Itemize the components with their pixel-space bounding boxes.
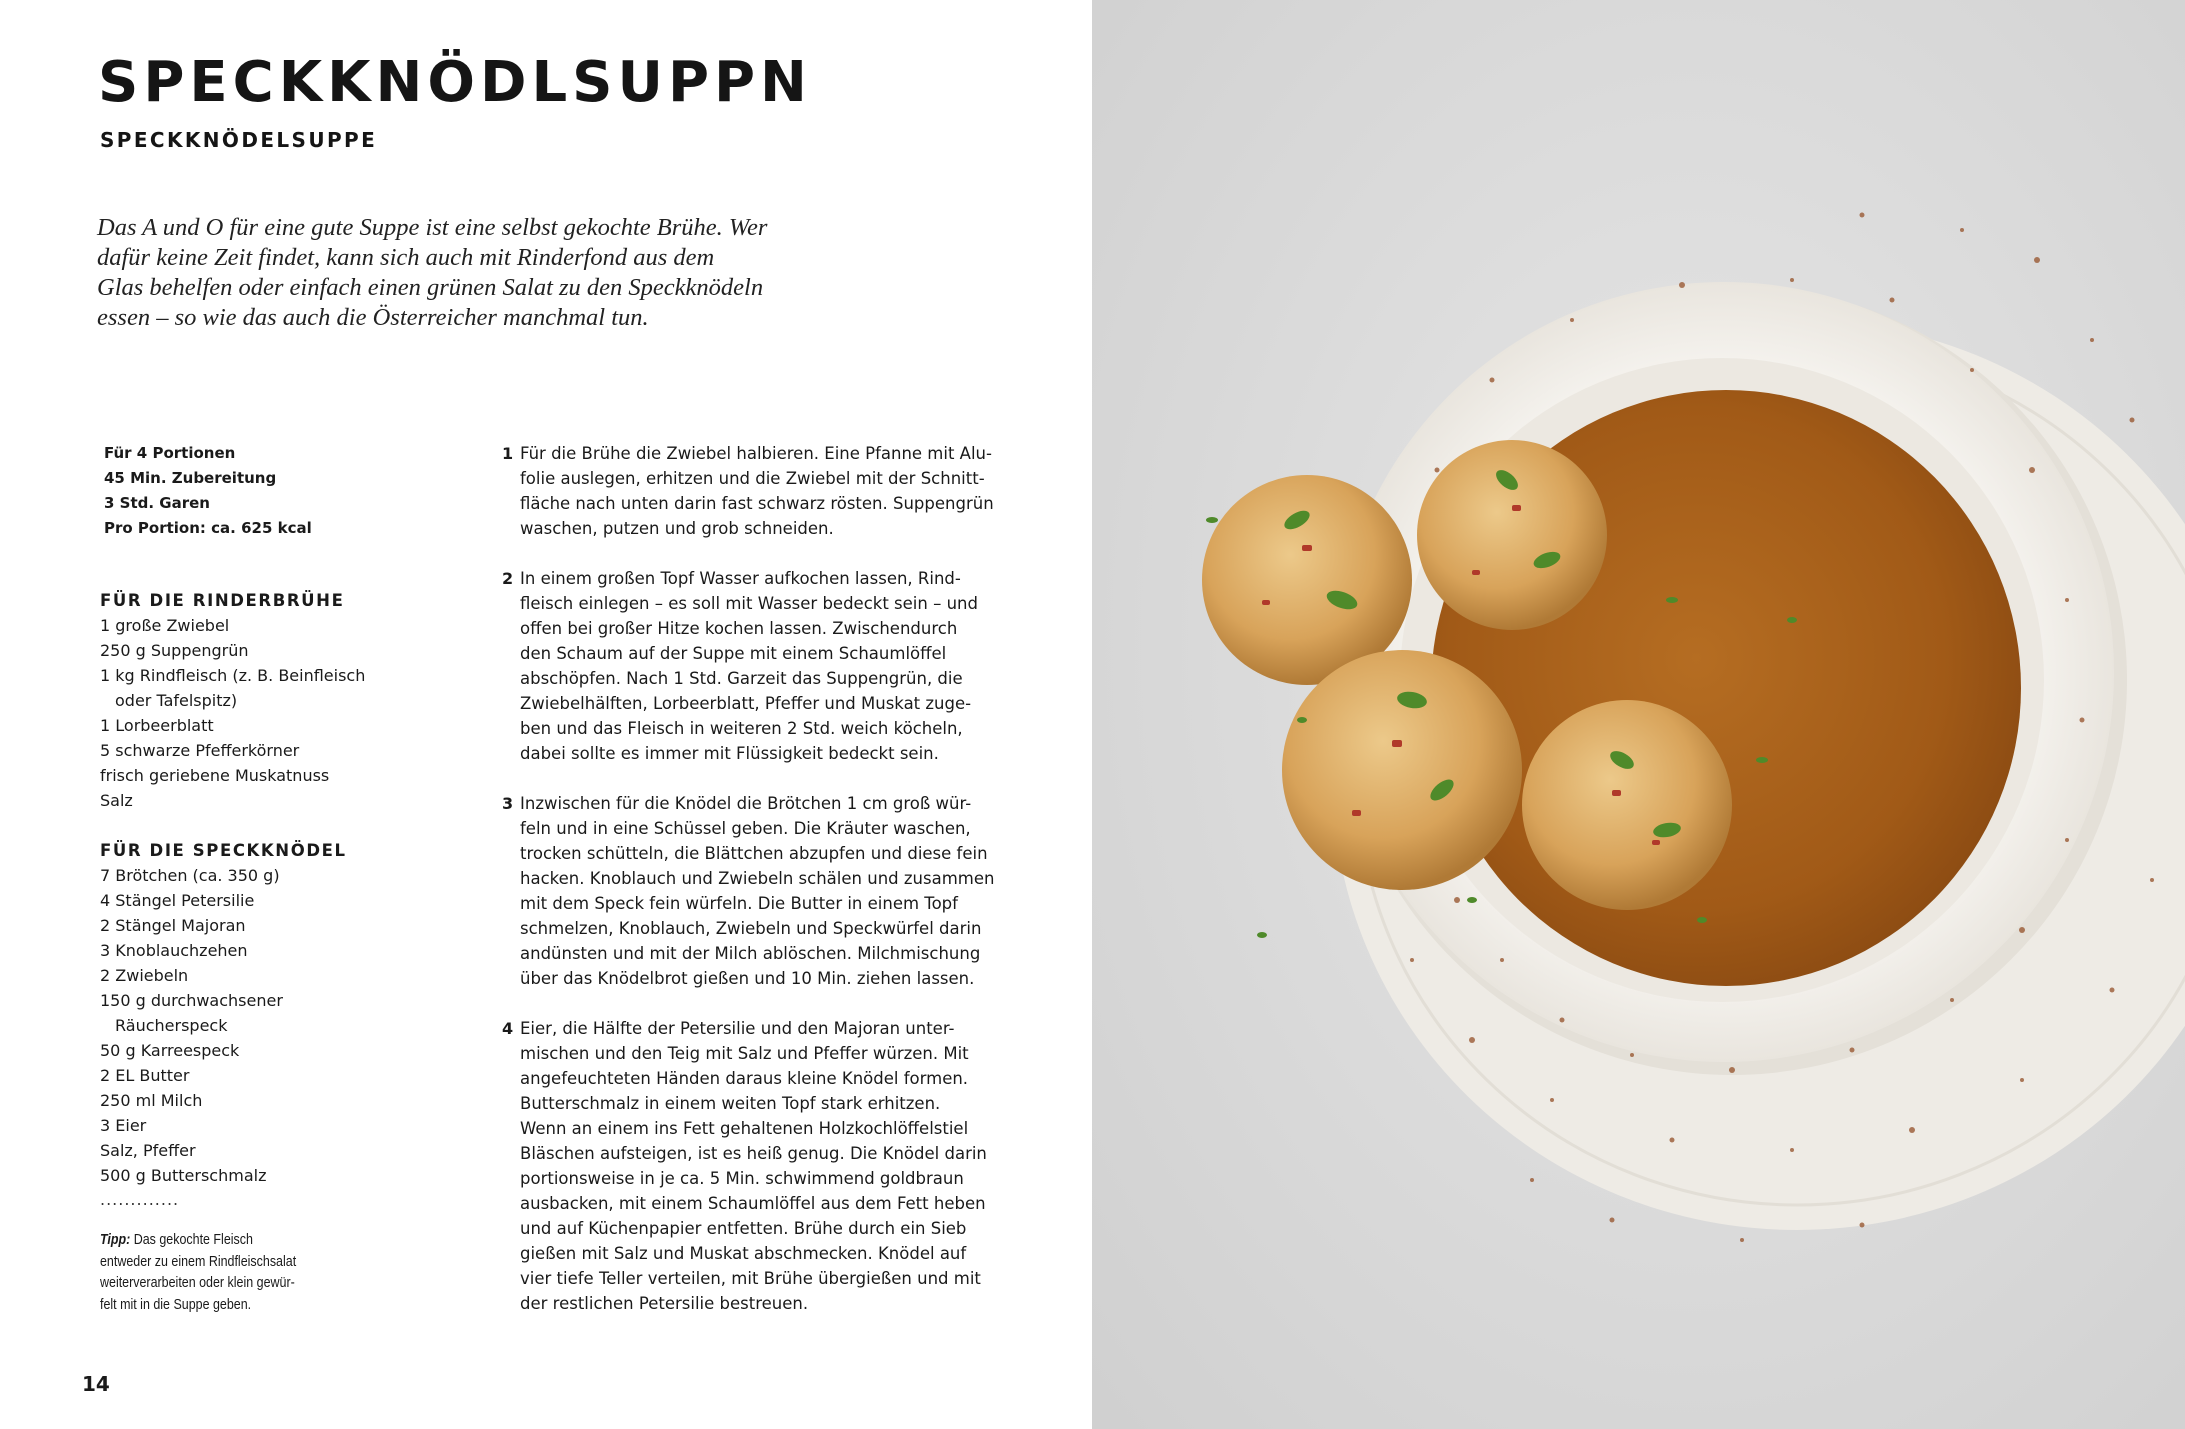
- ingredient-item: 2 Zwiebeln: [100, 966, 189, 985]
- step-number: 3: [502, 794, 514, 813]
- step-line: feln und in eine Schüssel geben. Die Kräuter waschen,: [520, 819, 971, 838]
- step-line: andünsten und mit der Milch ablöschen. Milchmischung: [520, 944, 981, 963]
- step-line: angefeuchteten Händen daraus kleine Knödel formen.: [520, 1069, 969, 1088]
- dumpling: [1282, 650, 1522, 890]
- recipe-meta: [104, 441, 312, 541]
- ingredient-item: 7 Brötchen (ca. 350 g): [100, 866, 280, 885]
- ingredient-item: 250 g Suppengrün: [100, 641, 249, 660]
- step-4: [500, 1016, 990, 1316]
- calories: Pro Portion: ca. 625 kcal: [104, 519, 312, 537]
- step-line: vier tiefe Teller verteilen, mit Brühe übergießen und mit: [520, 1269, 981, 1288]
- intro-line: essen – so wie das auch die Österreicher manchmal tun.: [97, 304, 649, 331]
- step-line: der restlichen Petersilie bestreuen.: [520, 1294, 809, 1313]
- ingredient-item: Salz, Pfeffer: [100, 1141, 196, 1160]
- intro-line: dafür keine Zeit findet, kann sich auch mit Rinderfond aus dem: [97, 244, 715, 271]
- ingredient-item: oder Tafelspitz): [115, 691, 238, 710]
- intro-line: Glas behelfen oder einfach einen grünen Salat zu den Speckknödeln: [97, 274, 764, 301]
- soup-bowl-illustration: [1092, 0, 2185, 1429]
- step-line: fläche nach unten darin fast schwarz rösten. Suppengrün: [520, 494, 994, 513]
- step-line: Bläschen aufsteigen, ist es heiß genug. Die Knödel darin: [520, 1144, 987, 1163]
- ingredient-item: frisch geriebene Muskatnuss: [100, 766, 330, 785]
- step-line: waschen, putzen und grob schneiden.: [520, 519, 834, 538]
- step-line: Butterschmalz in einem weiten Topf stark erhitzen.: [520, 1094, 941, 1113]
- step-number: 1: [502, 444, 514, 463]
- step-line: Eier, die Hälfte der Petersilie und den Majoran unter-: [520, 1019, 955, 1038]
- step-line: Wenn an einem ins Fett gehaltenen Holzkochlöffelstiel: [520, 1119, 969, 1138]
- ingredient-item: 500 g Butterschmalz: [100, 1166, 267, 1185]
- step-line: und auf Küchenpapier entfetten. Brühe durch ein Sieb: [520, 1219, 967, 1238]
- step-line: hacken. Knoblauch und Zwiebeln schälen und zusammen: [520, 869, 995, 888]
- step-line: Für die Brühe die Zwiebel halbieren. Eine Pfanne mit Alu-: [520, 444, 992, 463]
- step-1: [500, 441, 994, 541]
- broth-heading: FÜR DIE RINDERBRÜHE: [100, 591, 345, 610]
- ingredient-item: 1 kg Rindfleisch (z. B. Beinfleisch: [100, 666, 366, 685]
- step-line: In einem großen Topf Wasser aufkochen lassen, Rind-: [520, 569, 961, 588]
- ingredient-item: 50 g Karreespeck: [100, 1041, 240, 1060]
- recipe-intro: [97, 213, 787, 333]
- ingredient-item: 2 Stängel Majoran: [100, 916, 246, 935]
- step-line: portionsweise in je ca. 5 Min. schwimmend goldbraun: [520, 1169, 964, 1188]
- broth-ingredients: [100, 588, 400, 813]
- step-line: über das Knödelbrot gießen und 10 Min. ziehen lassen.: [520, 969, 975, 988]
- tip-text: entweder zu einem Rindfleischsalat: [100, 1253, 297, 1270]
- prep-time: 45 Min. Zubereitung: [104, 469, 277, 487]
- step-line: folie auslegen, erhitzen und die Zwiebel mit der Schnitt-: [520, 469, 985, 488]
- tip-text: felt mit in die Suppe geben.: [100, 1296, 252, 1313]
- ingredient-item: 2 EL Butter: [100, 1066, 190, 1085]
- step-line: mischen und den Teig mit Salz und Pfeffer würzen. Mit: [520, 1044, 969, 1063]
- ingredient-item: 1 große Zwiebel: [100, 616, 230, 635]
- step-line: dabei sollte es immer mit Flüssigkeit bedeckt sein.: [520, 744, 939, 763]
- step-line: trocken schütteln, die Blättchen abzupfen und diese fein: [520, 844, 988, 863]
- step-line: ausbacken, mit einem Schaumlöffel aus dem Fett heben: [520, 1194, 986, 1213]
- instruction-steps: [500, 441, 995, 1341]
- ingredient-item: 1 Lorbeerblatt: [100, 716, 214, 735]
- dumpling: [1417, 440, 1607, 630]
- dumpling-ingredients: [100, 838, 400, 1188]
- step-line: mit dem Speck fein würfeln. Die Butter in einem Topf: [520, 894, 958, 913]
- step-line: fleisch einlegen – es soll mit Wasser bedeckt sein – und: [520, 594, 978, 613]
- tip-box: [100, 1230, 350, 1316]
- dumpling: [1522, 700, 1732, 910]
- separator-dots: .............: [100, 1190, 180, 1209]
- step-line: den Schaum auf der Suppe mit einem Schaumlöffel: [520, 644, 947, 663]
- step-2: [500, 566, 990, 766]
- cook-time: 3 Std. Garen: [104, 494, 210, 512]
- step-line: ben und das Fleisch in weiteren 2 Std. weich köcheln,: [520, 719, 963, 738]
- tip-text: weiterverarbeiten oder klein gewür-: [100, 1275, 295, 1291]
- recipe-title: SPECKKNÖDLSUPPN: [98, 50, 812, 115]
- recipe-subtitle: SPECKKNÖDELSUPPE: [100, 128, 378, 152]
- ingredient-item: 3 Eier: [100, 1116, 147, 1135]
- step-line: offen bei großer Hitze kochen lassen. Zwischendurch: [520, 619, 958, 638]
- step-number: 4: [502, 1019, 514, 1038]
- soup-photo: [1092, 0, 2185, 1429]
- step-line: Inzwischen für die Knödel die Brötchen 1 cm groß wür-: [520, 794, 972, 813]
- recipe-page: [0, 0, 1092, 1429]
- step-line: schmelzen, Knoblauch, Zwiebeln und Speckwürfel darin: [520, 919, 982, 938]
- tip-text: Das gekochte Fleisch: [133, 1232, 253, 1248]
- step-line: abschöpfen. Nach 1 Std. Garzeit das Suppengrün, die: [520, 669, 963, 688]
- ingredient-item: Salz: [100, 791, 133, 810]
- ingredient-item: Räucherspeck: [115, 1016, 228, 1035]
- tip-label: Tipp:: [100, 1232, 131, 1248]
- ingredient-item: 4 Stängel Petersilie: [100, 891, 255, 910]
- dumpling-heading: FÜR DIE SPECKKNÖDEL: [100, 841, 347, 860]
- ingredient-item: 5 schwarze Pfefferkörner: [100, 741, 300, 760]
- step-line: gießen mit Salz und Muskat abschmecken. Knödel auf: [520, 1244, 967, 1263]
- ingredient-item: 150 g durchwachsener: [100, 991, 283, 1010]
- step-line: Zwiebelhälften, Lorbeerblatt, Pfeffer und Muskat zuge-: [520, 694, 972, 713]
- ingredient-item: 3 Knoblauchzehen: [100, 941, 248, 960]
- step-number: 2: [502, 569, 514, 588]
- page-number: 14: [82, 1372, 110, 1396]
- servings: Für 4 Portionen: [104, 444, 236, 462]
- step-3: [500, 791, 995, 991]
- ingredient-item: 250 ml Milch: [100, 1091, 203, 1110]
- intro-line: Das A und O für eine gute Suppe ist eine selbst gekochte Brühe. Wer: [97, 214, 768, 241]
